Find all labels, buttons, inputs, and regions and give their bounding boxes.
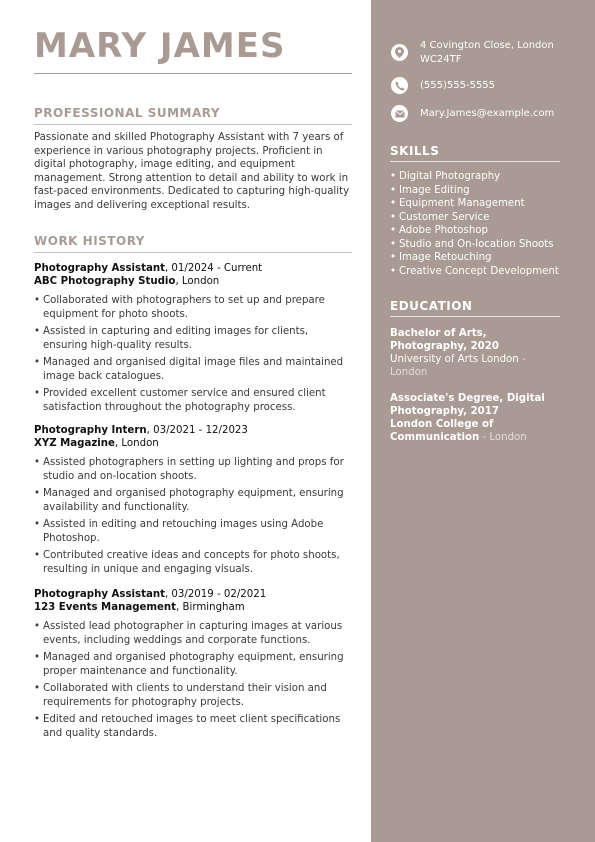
job-company: XYZ Magazine [34, 438, 115, 449]
job-company: 123 Events Management [34, 602, 177, 613]
job-bullets [34, 620, 352, 740]
work-history-heading: WORK HISTORY [34, 234, 352, 253]
job-title: Photography Assistant [34, 589, 165, 600]
education-location: - London [390, 354, 526, 378]
job-entry-2 [34, 424, 352, 580]
job-dates: , 01/2024 - Current [164, 263, 263, 274]
education-heading: EDUCATION [390, 299, 560, 317]
job-header [34, 588, 352, 601]
job-location: , London [175, 276, 220, 287]
contact-address: 4 Covington Close, London WC24TF [420, 40, 554, 65]
name-divider [34, 73, 352, 74]
job-bullets [34, 294, 352, 414]
job-bullets [34, 456, 352, 576]
education-entry-1 [390, 327, 565, 379]
skills-list [390, 170, 570, 278]
job-dates: , 03/2019 - 02/2021 [164, 589, 267, 600]
contact-phone: (555)555-5555 [420, 80, 496, 91]
job-bullet: • Managed and organised digital image files and maintained image back catalogues. [34, 356, 352, 383]
job-bullet: • Collaborated with clients to understand their vision and requirements for photography projects. [34, 682, 352, 709]
education-institution [390, 418, 565, 444]
job-bullet: • Contributed creative ideas and concepts for photo shoots, resulting in unique and engaging visuals. [34, 549, 352, 576]
job-company: ABC Photography Studio [34, 276, 176, 287]
job-bullet: • Managed and organised photography equipment, ensuring proper maintenance and functionality. [34, 651, 352, 678]
job-employer [34, 601, 352, 614]
education-location: - London [479, 432, 527, 443]
candidate-name: MARY JAMES [34, 26, 286, 66]
job-bullet: • Assisted in editing and retouching images using Adobe Photoshop. [34, 518, 352, 545]
job-bullet: • Assisted in capturing and editing images for clients, ensuring high-quality results. [34, 325, 352, 352]
education-school: London College of Communication [390, 419, 494, 443]
job-bullet: • Assisted lead photographer in capturing images at various events, including weddings and corporate functions. [34, 620, 352, 647]
skill-item: • Digital Photography [390, 170, 570, 184]
education-school: University of Arts London [390, 354, 519, 365]
contact-email[interactable]: Mary.James@example.com [420, 108, 555, 119]
skill-item: • Customer Service [390, 211, 570, 225]
job-bullet: • Collaborated with photographers to set up and prepare equipment for photo shoots. [34, 294, 352, 321]
job-header [34, 424, 352, 437]
location-pin-icon [391, 44, 408, 61]
education-degree: Bachelor of Arts, Photography, 2020 [390, 328, 499, 352]
job-header [34, 262, 352, 275]
job-location: , Birmingham [176, 602, 245, 613]
job-bullet: • Provided excellent customer service and ensured client satisfaction throughout the photography process. [34, 387, 352, 414]
job-employer [34, 437, 352, 450]
job-employer [34, 275, 352, 288]
job-bullet: • Assisted photographers in setting up lighting and props for studio and on-location shoots. [34, 456, 352, 483]
skill-item: • Image Retouching [390, 251, 570, 265]
job-location: , London [114, 438, 159, 449]
email-icon [391, 105, 408, 122]
job-entry-3 [34, 588, 352, 744]
education-entry-2 [390, 392, 565, 444]
job-title: Photography Intern [34, 425, 147, 436]
job-bullet: • Managed and organised photography equipment, ensuring availability and functionality. [34, 487, 352, 514]
summary-text: Passionate and skilled Photography Assistant with 7 years of experience in various photography projects. Proficient in digital photography, image editing, and equipment management. Strong attention to detail and ability to work in fast-paced environments. Dedicated to capturing high-quality images and delivering exceptional results. [34, 132, 350, 211]
summary-heading: PROFESSIONAL SUMMARY [34, 106, 352, 125]
skill-item: • Adobe Photoshop [390, 224, 570, 238]
skill-item: • Studio and On-location Shoots [390, 238, 570, 252]
job-title: Photography Assistant [34, 263, 165, 274]
skill-item: • Creative Concept Development [390, 265, 570, 279]
phone-icon [391, 77, 408, 94]
job-dates: , 03/2021 - 12/2023 [146, 425, 248, 436]
job-entry-1 [34, 262, 352, 418]
skill-item: • Image Editing [390, 184, 570, 198]
education-institution [390, 353, 565, 379]
skill-item: • Equipment Management [390, 197, 570, 211]
skills-heading: SKILLS [390, 144, 560, 162]
education-degree: Associate's Degree, Digital Photography, 2017 [390, 393, 545, 417]
job-bullet: • Edited and retouched images to meet client specifications and quality standards. [34, 713, 352, 740]
